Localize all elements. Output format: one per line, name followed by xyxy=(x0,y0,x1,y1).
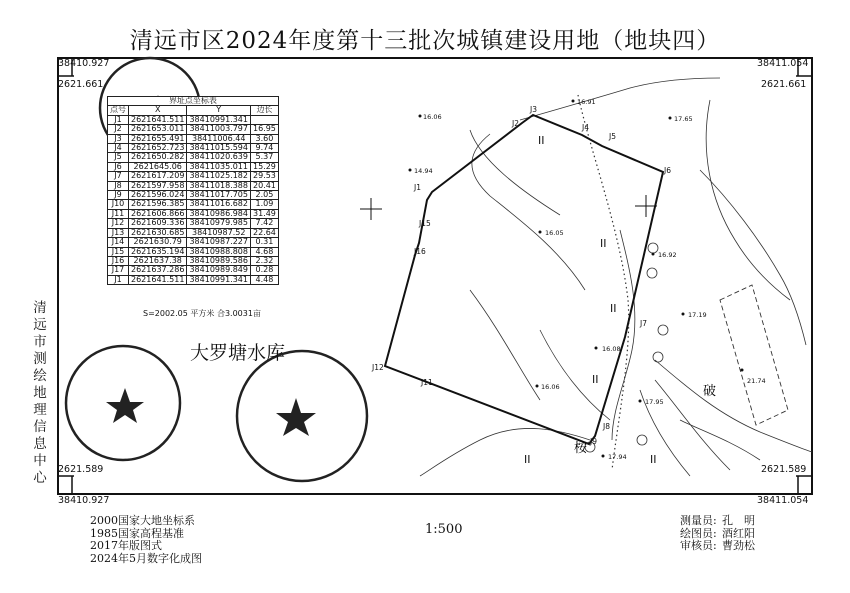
cell-len: 1.09 xyxy=(250,200,278,209)
table-title: 界址点坐标表 xyxy=(108,97,279,106)
cell-x: 2621641.511 xyxy=(129,115,187,124)
staff-row: 绘图员: 酒红阳 xyxy=(680,526,755,540)
cell-x: 2621596.385 xyxy=(129,200,187,209)
cell-pt: J17 xyxy=(108,266,129,275)
cell-x: 2621606.866 xyxy=(129,209,187,218)
map-title: 清远市区2024年度第十三批次城镇建设用地（地块四） xyxy=(129,28,721,54)
corner-bottom-left-y: 2621.589 xyxy=(58,464,104,475)
svg-text:II: II xyxy=(592,373,599,386)
cell-x: 2621655.491 xyxy=(129,134,187,143)
svg-text:II: II xyxy=(610,302,617,315)
cell-len: 2.05 xyxy=(250,191,278,200)
cell-pt: J12 xyxy=(108,219,129,228)
cell-pt: J4 xyxy=(108,144,129,153)
table-row xyxy=(108,275,279,284)
cell-len: 0.31 xyxy=(250,238,278,247)
header-x: X xyxy=(129,106,187,115)
cell-y: 38411025.182 xyxy=(187,172,251,181)
label-j8: J8 xyxy=(603,422,610,431)
tree-symbols xyxy=(585,243,668,452)
corner-top-left-x: 38410.927 xyxy=(58,58,110,69)
label-j16: J16 xyxy=(414,247,426,256)
cell-len: 31.49 xyxy=(250,209,278,218)
cell-len: 4.68 xyxy=(250,247,278,256)
cell-pt: J1 xyxy=(108,275,129,284)
cell-len: 9.74 xyxy=(250,144,278,153)
table-row xyxy=(108,238,279,247)
cell-y: 38411017.705 xyxy=(187,191,251,200)
cell-x: 2621630.79 xyxy=(129,238,187,247)
cell-x: 2621641.511 xyxy=(129,275,187,284)
cell-y: 38410989.849 xyxy=(187,266,251,275)
table-row xyxy=(108,153,279,162)
label-j3: J3 xyxy=(530,105,537,114)
label-j6: J6 xyxy=(664,166,671,175)
cell-pt: J8 xyxy=(108,181,129,190)
svg-text:16.05: 16.05 xyxy=(545,229,564,237)
cell-x: 2621637.38 xyxy=(129,256,187,265)
meta-line: 2017年版图式 xyxy=(90,539,162,552)
grid-crosses xyxy=(360,195,657,220)
table-row xyxy=(108,172,279,181)
cell-pt: J7 xyxy=(108,172,129,181)
cell-y: 38411018.388 xyxy=(187,181,251,190)
meta-info xyxy=(90,515,202,565)
staff-row: 审核员: 曹劲松 xyxy=(680,539,755,552)
cell-x: 2621650.282 xyxy=(129,153,187,162)
corner-top-left-y: 2621.661 xyxy=(58,79,104,90)
cell-pt: J10 xyxy=(108,200,129,209)
svg-text:16.06: 16.06 xyxy=(541,383,560,391)
cell-x: 2621652.723 xyxy=(129,144,187,153)
label-j5: J5 xyxy=(609,132,616,141)
side-label: 清 远 市 测 绘 地 理 信 息 中 心 xyxy=(33,300,47,486)
cell-y: 38411015.594 xyxy=(187,144,251,153)
header-y: Y xyxy=(187,106,251,115)
table-row xyxy=(108,247,279,256)
cell-y: 38410987.52 xyxy=(187,228,251,237)
area-note: S=2002.05 平方米 合3.0031亩 xyxy=(143,309,261,318)
cell-x: 2621645.06 xyxy=(129,162,187,171)
cell-len: 20.41 xyxy=(250,181,278,190)
svg-text:II: II xyxy=(600,237,607,250)
cell-pt: J14 xyxy=(108,238,129,247)
label-j15: J15 xyxy=(419,219,431,228)
svg-text:17.95: 17.95 xyxy=(645,398,664,406)
cell-len: 16.95 xyxy=(250,125,278,134)
svg-text:16.92: 16.92 xyxy=(658,251,677,259)
cell-pt: J3 xyxy=(108,134,129,143)
cell-len: 2.32 xyxy=(250,256,278,265)
cell-y: 38410991.341 xyxy=(187,115,251,124)
svg-text:17.19: 17.19 xyxy=(688,311,707,319)
cell-y: 38410979.985 xyxy=(187,219,251,228)
cell-len: 15.29 xyxy=(250,162,278,171)
cell-y: 38410986.984 xyxy=(187,209,251,218)
label-j4: J4 xyxy=(582,123,589,132)
cell-len: 0.28 xyxy=(250,266,278,275)
cell-x: 2621635.194 xyxy=(129,247,187,256)
cell-len: 3.60 xyxy=(250,134,278,143)
cell-y: 38410989.586 xyxy=(187,256,251,265)
table-row xyxy=(108,200,279,209)
cell-y: 38411016.682 xyxy=(187,200,251,209)
label-j12: J12 xyxy=(372,363,384,372)
header-length: 边长 xyxy=(250,106,278,115)
cell-x: 2621597.958 xyxy=(129,181,187,190)
meta-line: 1985国家高程基准 xyxy=(90,526,184,540)
svg-text:II: II xyxy=(524,453,531,466)
meta-line: 2000国家大地坐标系 xyxy=(90,514,195,527)
cell-x: 2621630.685 xyxy=(129,228,187,237)
staff-list xyxy=(680,515,755,553)
svg-text:16.91: 16.91 xyxy=(577,98,596,106)
label-j11: J11 xyxy=(421,378,433,387)
svg-text:17.94: 17.94 xyxy=(608,453,627,461)
cell-x: 2621617.209 xyxy=(129,172,187,181)
cell-pt: J2 xyxy=(108,125,129,134)
cell-pt: J6 xyxy=(108,162,129,171)
table-row xyxy=(108,266,279,275)
cell-x: 2621637.286 xyxy=(129,266,187,275)
dotted-path xyxy=(578,95,629,470)
table-row xyxy=(108,125,279,134)
table-row xyxy=(108,219,279,228)
scale-label: 1:500 xyxy=(425,522,463,537)
cell-len: 4.48 xyxy=(250,275,278,284)
cell-len: 5.37 xyxy=(250,153,278,162)
cell-x: 2621609.336 xyxy=(129,219,187,228)
svg-text:17.65: 17.65 xyxy=(674,115,693,123)
cell-y: 38411006.44 xyxy=(187,134,251,143)
label-j1: J1 xyxy=(414,183,421,192)
svg-text:21.74: 21.74 xyxy=(747,377,766,385)
label-j7: J7 xyxy=(640,319,647,328)
cell-y: 38411035.011 xyxy=(187,162,251,171)
char-po: 破 xyxy=(703,384,717,399)
svg-text:16.06: 16.06 xyxy=(423,113,442,121)
cell-len: 29.53 xyxy=(250,172,278,181)
corner-top-right-y: 2621.661 xyxy=(761,79,807,90)
cell-pt: J1 xyxy=(108,115,129,124)
cell-y: 38411003.797 xyxy=(187,125,251,134)
cell-x: 2621653.011 xyxy=(129,125,187,134)
svg-text:14.94: 14.94 xyxy=(414,167,433,175)
spot-dots xyxy=(409,100,744,458)
parcel-boundary xyxy=(385,115,663,444)
corner-top-right-x: 38411.054 xyxy=(757,58,809,69)
cell-y: 38410991.341 xyxy=(187,275,251,284)
cell-len: 7.42 xyxy=(250,219,278,228)
cell-pt: J5 xyxy=(108,153,129,162)
cell-pt: J16 xyxy=(108,256,129,265)
char-an: 桉 xyxy=(574,441,588,456)
svg-text:16.08: 16.08 xyxy=(602,345,621,353)
corner-bottom-right-y: 2621.589 xyxy=(761,464,807,475)
label-j2: J2 xyxy=(512,119,519,128)
corner-bottom-left-x: 38410.927 xyxy=(58,495,110,506)
cell-x: 2621596.024 xyxy=(129,191,187,200)
dashed-structure xyxy=(720,285,788,425)
reservoir-label: 大罗塘水库 xyxy=(190,342,286,364)
spot-heights xyxy=(414,98,766,461)
cell-pt: J13 xyxy=(108,228,129,237)
coordinate-table xyxy=(107,96,279,285)
header-point: 点号 xyxy=(108,106,129,115)
cell-y: 38410987.227 xyxy=(187,238,251,247)
cell-y: 38410988.808 xyxy=(187,247,251,256)
cell-pt: J15 xyxy=(108,247,129,256)
label-j9: J9 xyxy=(590,437,597,446)
cell-len: 22.64 xyxy=(250,228,278,237)
svg-text:II: II xyxy=(538,134,545,147)
landuse-labels xyxy=(524,134,657,466)
cell-pt: J11 xyxy=(108,209,129,218)
corner-bottom-right-x: 38411.054 xyxy=(757,495,809,506)
svg-text:II: II xyxy=(650,453,657,466)
staff-row: 测量员: 孔 明 xyxy=(680,514,755,527)
cell-y: 38411020.639 xyxy=(187,153,251,162)
cell-pt: J9 xyxy=(108,191,129,200)
meta-line: 2024年5月数字化成图 xyxy=(90,551,202,565)
